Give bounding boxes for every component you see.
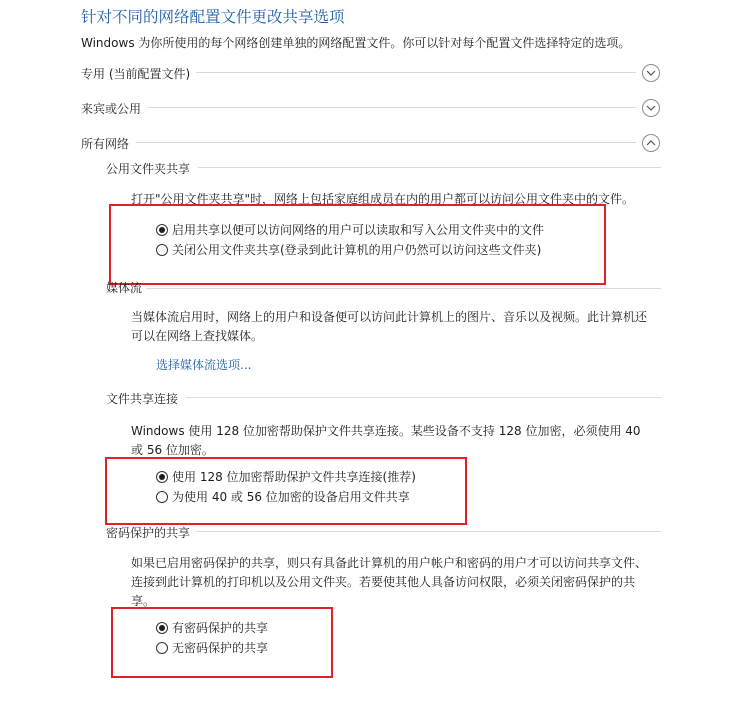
password-text: 如果已启用密码保护的共享，则只有具备此计算机的用户帐户和密码的用户才可以访问共享文件、连接到此计算机的打印机以及公用文件夹。若要使其他人具备访问权限，必须关闭密码保护的共享。: [131, 556, 648, 608]
section-password-heading: 密码保护的共享: [106, 526, 191, 540]
highlight-box: [111, 607, 333, 678]
radio-label: 关闭公用文件夹共享(登录到此计算机的用户仍然可以访问这些文件夹): [172, 243, 542, 257]
file-sharing-text: Windows 使用 128 位加密帮助保护文件共享连接。某些设备不支持 128 位加密，必须使用 40 或 56 位加密。: [131, 424, 641, 457]
collapse-all-button[interactable]: [642, 134, 660, 152]
highlight-box: [109, 204, 606, 285]
section-public-folder-heading: 公用文件夹共享: [106, 162, 191, 176]
section-media-heading: 媒体流: [106, 281, 143, 295]
profile-private-label[interactable]: 专用 (当前配置文件): [81, 67, 191, 81]
divider: [198, 167, 661, 168]
expand-guest-button[interactable]: [642, 99, 660, 117]
divider: [148, 107, 636, 108]
radio-label: 为使用 40 或 56 位加密的设备启用文件共享: [172, 490, 410, 504]
profile-guest-label[interactable]: 来宾或公用: [81, 102, 142, 116]
radio-label: 启用共享以便可以访问网络的用户可以读取和写入公用文件夹中的文件: [172, 223, 545, 237]
radio-label: 使用 128 位加密帮助保护文件共享连接(推荐): [172, 470, 416, 484]
divider: [146, 288, 661, 289]
chevron-down-icon: [646, 103, 656, 113]
section-file-sharing-heading: 文件共享连接: [106, 392, 179, 406]
public-folder-text: 打开"公用文件夹共享"时，网络上包括家庭组成员在内的用户都可以访问公用文件夹中的文件。: [131, 192, 635, 206]
highlight-box: [105, 457, 467, 525]
radio-label: 无密码保护的共享: [172, 641, 269, 655]
divider: [136, 142, 636, 143]
media-text: 当媒体流启用时，网络上的用户和设备便可以访问此计算机上的图片、音乐以及视频。此计算机还可以在网络上查找媒体。: [131, 310, 648, 343]
page-description: Windows 为你所使用的每个网络创建单独的网络配置文件。你可以针对每个配置文件选择特定的选项。: [81, 36, 631, 50]
chevron-up-icon: [646, 138, 656, 148]
radio-label: 有密码保护的共享: [172, 621, 269, 635]
expand-private-button[interactable]: [642, 64, 660, 82]
divider: [186, 397, 661, 398]
page-title: 针对不同的网络配置文件更改共享选项: [81, 8, 345, 26]
divider: [196, 531, 661, 532]
chevron-down-icon: [646, 68, 656, 78]
profile-all-label[interactable]: 所有网络: [81, 137, 130, 151]
media-options-link[interactable]: 选择媒体流选项...: [156, 358, 252, 372]
divider: [196, 72, 636, 73]
